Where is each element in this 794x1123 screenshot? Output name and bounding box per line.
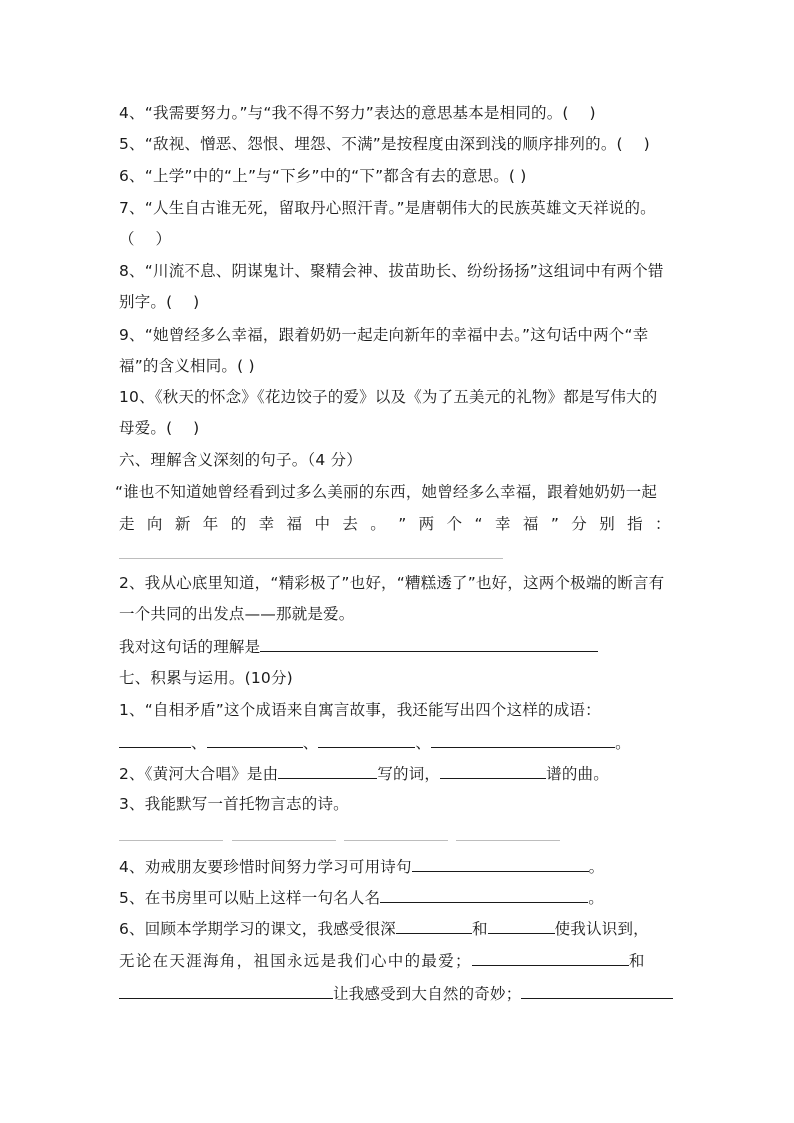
- char: ”: [398, 515, 407, 533]
- s7-q4-prompt: 4、劝戒朋友要珍惜时间努力学习可用诗句: [119, 858, 412, 876]
- char: 两: [418, 515, 435, 533]
- s7-q6-part-b: 和: [471, 920, 488, 938]
- s6-q2-line3: [119, 636, 598, 657]
- char: “: [474, 515, 483, 533]
- question-5: 5、“敌视、憎恶、怨恨、埋怨、不满”是按程度由深到浅的顺序排列的。( ): [119, 135, 650, 153]
- s7-q6-part-a: 6、回顾本学期学习的课文，我感受很深: [119, 920, 396, 938]
- s7-q6-line2: [119, 950, 646, 971]
- s7-q6-line2-end: 和: [628, 952, 646, 970]
- s7-q2: [119, 763, 609, 784]
- char: 中: [314, 515, 331, 533]
- s6-q2-prompt: 我对这句话的理解是: [119, 638, 261, 656]
- period: 。: [588, 858, 605, 876]
- s7-q6-blank-5[interactable]: [521, 983, 673, 999]
- char: 个: [446, 515, 463, 533]
- poem-line-4[interactable]: [456, 840, 560, 841]
- s7-q5-blank[interactable]: [380, 887, 588, 903]
- char: 别: [599, 515, 615, 533]
- period: 。: [615, 734, 631, 752]
- question-10-line2: 母爱。( ): [119, 419, 200, 437]
- s7-q6-part-c: 使我认识到，: [554, 920, 649, 938]
- s7-q5-prompt: 5、在书房里可以贴上这样一句名人名: [119, 889, 381, 907]
- poem-line-2[interactable]: [232, 840, 336, 841]
- idiom-blank-4[interactable]: [431, 732, 615, 748]
- question-6: 6、“上学”中的“上”与“下乡”中的“下”都含有去的意思。( ): [119, 167, 527, 185]
- s7-q4-blank[interactable]: [412, 856, 589, 872]
- s7-q2-part-c: 谱的曲。: [546, 765, 609, 783]
- char: ”: [550, 515, 560, 533]
- char: 幸: [258, 515, 275, 533]
- char: 新: [174, 515, 191, 533]
- char: 福: [522, 515, 539, 533]
- s7-q4: [119, 856, 604, 877]
- s7-q6-line2-text: 无论在天涯海角，祖国永远是我们心中的最爱；: [119, 952, 472, 970]
- section-7-title: 七、积累与运用。(10分): [119, 669, 293, 687]
- s7-q3: 3、我能默写一首托物言志的诗。: [119, 795, 349, 813]
- s7-q6-blank-3[interactable]: [472, 950, 629, 966]
- s6-q2-line2: 一个共同的出发点——那就是爱。: [119, 605, 355, 623]
- poem-line-3[interactable]: [344, 840, 448, 841]
- composer-blank[interactable]: [440, 763, 546, 779]
- question-8-line2: 别字。( ): [119, 293, 200, 311]
- section-6-title: 六、理解含义深刻的句子。（4 分）: [119, 451, 362, 469]
- s7-q5: [119, 887, 604, 908]
- s6-q2-line1: 2、我从心底里知道，“精彩极了”也好，“糟糕透了”也好，这两个极端的断言有: [119, 574, 665, 592]
- s7-q1-answers: [119, 732, 631, 753]
- char: ：: [655, 515, 671, 533]
- separator: 、: [302, 734, 319, 752]
- s7-q6-blank-4[interactable]: [119, 983, 333, 999]
- s7-q6-blank-2[interactable]: [488, 918, 555, 934]
- period: 。: [588, 889, 604, 907]
- s7-q6-blank-1[interactable]: [396, 918, 472, 934]
- question-8-line1: 8、“川流不息、阴谋鬼计、聚精会神、拔苗助长、纷纷扬扬”这组词中有两个错: [119, 262, 664, 280]
- s6-q1-line1: “谁也不知道她曾经看到过多么美丽的东西，她曾经多么幸福，跟着她奶奶一起: [115, 483, 658, 501]
- separator: 、: [191, 734, 207, 752]
- char: 走: [119, 515, 135, 533]
- char: 福: [286, 515, 303, 533]
- char: 。: [370, 515, 386, 533]
- question-7: 7、“人生自古谁无死，留取丹心照汗青。”是唐朝伟大的民族英雄文天祥说的。: [119, 199, 656, 217]
- question-7-answer: （ ）: [119, 230, 172, 248]
- poem-line-1[interactable]: [119, 840, 223, 841]
- s7-q6-line3: [119, 983, 673, 1004]
- idiom-blank-3[interactable]: [318, 732, 415, 748]
- s6-q1-line2: [119, 514, 671, 534]
- s7-q2-part-a: 2、《黄河大合唱》是由: [119, 765, 279, 783]
- s7-q1: 1、“自相矛盾”这个成语来自寓言故事，我还能写出四个这样的成语：: [119, 701, 601, 719]
- question-4: 4、“我需要努力。”与“我不得不努力”表达的意思基本是相同的。( ): [119, 104, 596, 122]
- question-9-line1: 9、“她曾经多么幸福，跟着奶奶一起走向新年的幸福中去。”这句话中两个“幸: [119, 326, 649, 344]
- char: 幸: [494, 515, 511, 533]
- s6-q1-answer-line[interactable]: [119, 558, 503, 559]
- s7-q6-line3-text: 让我感受到大自然的奇妙；: [333, 985, 522, 1003]
- separator: 、: [415, 734, 432, 752]
- char: 指: [627, 515, 643, 533]
- lyricist-blank[interactable]: [278, 763, 377, 779]
- char: 年: [202, 515, 219, 533]
- s7-q6-line1: [119, 918, 649, 939]
- question-10-line1: 10、《秋天的怀念》《花边饺子的爱》以及《为了五美元的礼物》都是写伟大的: [119, 388, 658, 406]
- question-9-line2: 福”的含义相同。( ): [119, 357, 255, 375]
- char: 分: [571, 515, 587, 533]
- char: 去: [342, 515, 359, 533]
- char: 向: [146, 515, 163, 533]
- s6-q2-answer-blank[interactable]: [260, 636, 598, 652]
- s7-q2-part-b: 写的词，: [377, 765, 441, 783]
- char: 的: [230, 515, 247, 533]
- idiom-blank-1[interactable]: [119, 732, 191, 748]
- idiom-blank-2[interactable]: [207, 732, 303, 748]
